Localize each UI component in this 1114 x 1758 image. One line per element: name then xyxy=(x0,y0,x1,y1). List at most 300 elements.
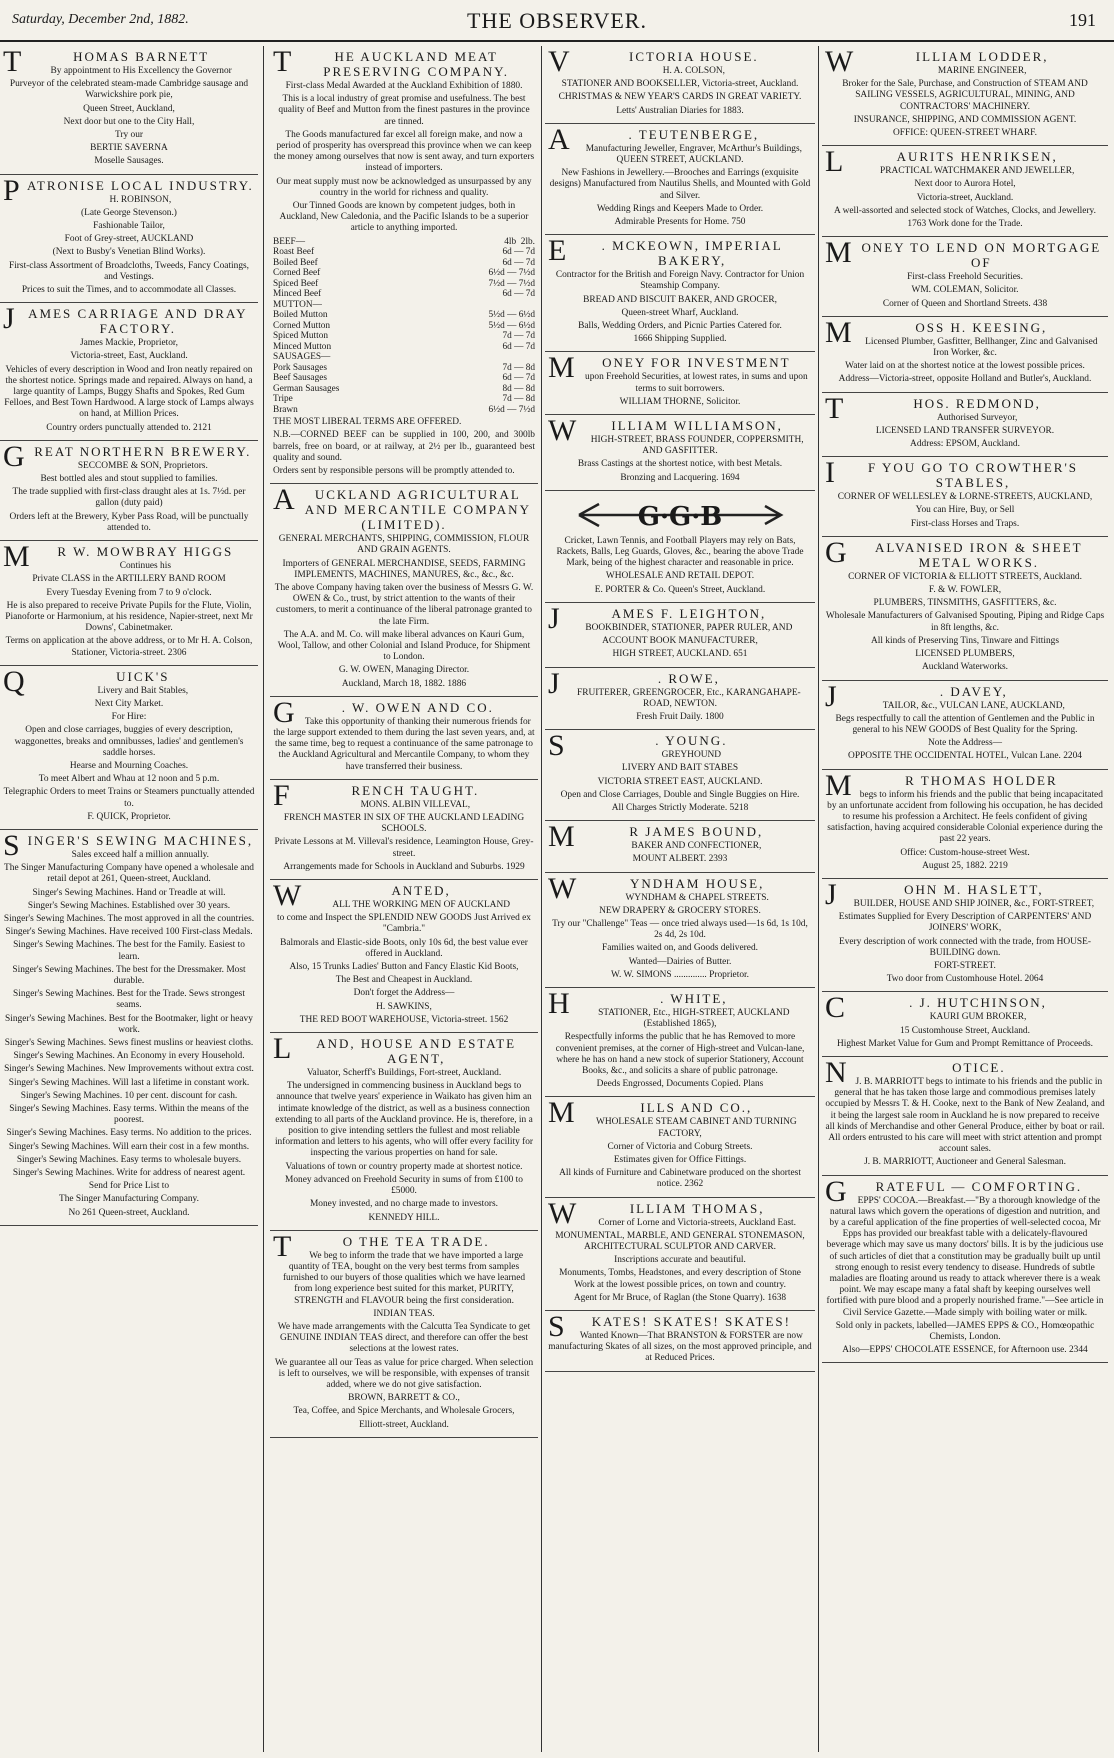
ad-headline: MONEY TO LEND ON MORTGAGE OF xyxy=(825,236,1102,271)
ad-line: ACCOUNT BOOK MANUFACTURER, xyxy=(602,636,758,647)
drop-capital: J xyxy=(825,877,839,911)
drop-capital: C xyxy=(825,991,848,1025)
price-value: 5½d — 6½d xyxy=(488,320,535,331)
ad-headline: Q UICK'S xyxy=(3,664,170,698)
price-value: 6d — 7d xyxy=(502,289,535,300)
ad-line: GREYHOUND xyxy=(661,750,722,761)
ad-line: Broker for the Sale, Purchase, and Construction of STEAM AND SAILING VESSELS, AGRICULTURAL, MINING, AND CONTRACTORS' MACHINERY. xyxy=(842,79,1088,112)
ad-headline: J OHN M. HASLETT, xyxy=(825,877,1044,911)
ad-line: Wanted Known—That BRANSTON & FORSTER are now manufacturing Skates of all sizes, on the most approved principle, and at Reduced Prices. xyxy=(548,1331,812,1364)
price-value: 6d — 7d xyxy=(502,341,535,352)
ad-line: G. W. OWEN, Managing Director. xyxy=(338,665,470,676)
ad-line: FRENCH MASTER IN SIX OF THE AUCKLAND LEADING SCHOOLS. xyxy=(283,813,525,835)
ad-line: We beg to inform the trade that we have imported a large quantity of TEA, bought on the very best terms from samples furnished to our buyers of those qualities which we have learned from long experience best suited for this market, PURITY, STRENGTH and FLAVOUR being the first consideration. xyxy=(282,1250,526,1306)
ad-line: Country orders punctually attended to. 2121 xyxy=(46,422,212,433)
column-3 xyxy=(545,46,815,1752)
ad-line: Letts' Australian Diaries for 1883. xyxy=(616,105,744,116)
ad-line: The Goods manufactured far excel all foreign make, and now a period of prosperity has overspread this province when we can keep the money among ourselves that now is sent away, and turn exporters instead of importers. xyxy=(273,129,535,174)
price-row xyxy=(273,279,535,290)
column-1 xyxy=(0,46,258,1752)
ad-body xyxy=(548,1117,812,1190)
ad-line: H. SAWKINS, xyxy=(376,1001,432,1012)
ad-body xyxy=(825,899,1105,985)
ad-line: Next door to Aurora Hotel, xyxy=(914,179,1016,190)
advertisement xyxy=(545,235,815,352)
ad-line: New Fashions in Jewellery.—Brooches and Earrings (exquisite designs) Manufactured from Nautilus Shells, and Mounted with Gold and Silver. xyxy=(549,168,811,201)
ad-line: First-class Freehold Securities. xyxy=(907,272,1023,283)
ad-line: F. QUICK, Proprietor. xyxy=(87,811,171,822)
ad-line: Foot of Grey-street, AUCKLAND xyxy=(64,234,194,245)
price-value: 6½d — 7½d xyxy=(488,404,535,415)
price-item: Boiled Beef xyxy=(273,257,318,268)
ad-line: Our meat supply must now be acknowledged as unsurpassed by any country in the world for richness and quality. xyxy=(276,176,532,198)
advertisement xyxy=(822,1057,1108,1176)
price-value: 4lb 2lb. xyxy=(504,236,535,247)
drop-capital: G xyxy=(825,1174,849,1208)
drop-capital: T xyxy=(273,46,294,78)
drop-capital: V xyxy=(548,46,572,78)
ad-line: WHOLESALE AND RETAIL DEPOT. xyxy=(605,571,755,582)
masthead xyxy=(0,0,1114,42)
ad-body xyxy=(548,623,812,661)
ad-line: WHOLESALE STEAM CABINET AND TURNING FACTORY, xyxy=(596,1117,797,1139)
ad-headline: A UCKLAND AGRICULTURAL AND MERCANTILE COMPANY (LIMITED). xyxy=(273,483,531,533)
advertisement xyxy=(545,988,815,1097)
issue-date: Saturday, December 2nd, 1882. xyxy=(12,12,189,27)
ad-line: LICENSED LAND TRANSFER SURVEYOR. xyxy=(875,425,1055,436)
ad-line: WILLIAM THORNE, Solicitor. xyxy=(619,396,741,407)
ad-headline: S . YOUNG. xyxy=(548,729,728,763)
ad-line: Singer's Sewing Machines. Have received 100 First-class Medals. xyxy=(5,927,253,938)
ad-line: Try our xyxy=(114,130,144,141)
ad-line: To meet Albert and Whau at 12 noon and 5 p.m. xyxy=(38,774,220,785)
ad-line: E. PORTER & Co. Queen's Street, Auckland. xyxy=(594,584,766,595)
ad-line: Singer's Sewing Machines. The best for the Family. Easiest to learn. xyxy=(13,940,245,962)
ad-line: Our Tinned Goods are known by competent judges, both in Auckland, New Caledonia, and the Pacific Islands to be a superior article to anything imported. xyxy=(279,201,529,234)
ad-line: Deeds Engrossed, Documents Copied. Plans xyxy=(596,1079,764,1090)
price-item: Boiled Mutton xyxy=(273,310,328,321)
ad-line: All kinds of Furniture and Cabinetware produced on the shortest notice. 2362 xyxy=(559,1168,801,1190)
ad-line: Singer's Sewing Machines. Best for the Bootmaker, light or heavy work. xyxy=(5,1013,253,1035)
ad-headline: M OSS H. KEESING, xyxy=(825,315,1048,349)
ad-headline: W ILLIAM THOMAS, xyxy=(548,1196,765,1230)
ad-line: Corner of Lorne and Victoria-streets, Auckland East. xyxy=(598,1217,796,1228)
ad-body xyxy=(273,1068,535,1224)
drop-capital: L xyxy=(825,145,846,179)
price-row xyxy=(273,405,535,416)
ad-line: Orders sent by responsible persons will be promptly attended to. xyxy=(273,465,515,476)
ad-line: Queen Street, Auckland, xyxy=(83,103,175,114)
ad-line: EPPS' COCOA.—Breakfast.—"By a thorough knowledge of the natural laws which govern the operations of digestion and nutrition, and by a careful application of the fine properties of well-selected cocoa, Mr Epps has provided our breakfast table with a delicately-flavoured beverage which may save us many doctors' bills. It is by the judicious use of such articles of diet that a constitution may be gradually built up until strong enough to resist every tendency to disease. Hundreds of subtle maladies are floating around us ready to attack wherever there is a weak point. We may escape many a fatal shaft by keeping ourselves well fortified with pure blood and a properly nourished frame."—See article in Civil Service Gazette.—Made simply with boiling water or milk. xyxy=(826,1195,1104,1318)
ad-line: Wedding Rings and Keepers Made to Order. xyxy=(596,203,764,214)
ad-headline: G ALVANISED IRON & SHEET METAL WORKS. xyxy=(825,535,1083,570)
ad-line: First-class Horses and Traps. xyxy=(910,518,1020,529)
ad-line: Try our "Challenge" Teas — once tried always used—1s 6d, 1s 10d, 2s 4d, 2s 10d. xyxy=(552,918,808,941)
price-row xyxy=(273,268,535,279)
price-item: Spiced Mutton xyxy=(273,331,329,342)
ad-line: Note the Address— xyxy=(928,738,1002,749)
ggb-trademark-logo xyxy=(548,498,812,532)
drop-capital: T xyxy=(273,1229,294,1263)
ad-line: GENERAL MERCHANTS, SHIPPING, COMMISSION, FLOUR AND GRAIN AGENTS. xyxy=(278,534,530,556)
price-item: SAUSAGES— xyxy=(273,352,331,363)
price-item: Beef Sausages xyxy=(273,373,327,384)
ad-line: Estimates given for Office Fittings. xyxy=(613,1154,747,1165)
ad-line: TAILOR, &c., VULCAN LANE, AUCKLAND, xyxy=(882,700,1065,711)
price-item: Minced Beef xyxy=(273,289,322,300)
drop-capital: M xyxy=(548,820,577,854)
ad-body xyxy=(548,841,812,865)
ad-line: THE RED BOOT WAREHOUSE, Victoria-street. 1562 xyxy=(299,1014,509,1025)
column-2 xyxy=(270,46,538,1752)
ad-line: ALL THE WORKING MEN OF AUCKLAND xyxy=(332,900,510,911)
drop-capital: T xyxy=(825,391,846,425)
drop-capital: J xyxy=(825,679,839,713)
ad-line: Valuator, Scherff's Buildings, Fort-street, Auckland. xyxy=(306,1068,502,1079)
ad-headline: G RATEFUL — COMFORTING. xyxy=(825,1174,1083,1208)
advertisement xyxy=(822,681,1108,770)
ad-headline: N OTICE. xyxy=(825,1055,1006,1089)
price-item: Corned Mutton xyxy=(273,320,331,331)
ad-line: The A.A. and M. Co. will make liberal advances on Kauri Gum, Wool, Tallow, and other Colonial and Island Produce, for Shipment to London. xyxy=(277,629,531,663)
ad-line: Wholesale Manufacturers of Galvanised Spouting, Piping and Ridge Caps in 8ft lengths, &c. xyxy=(825,611,1105,633)
ad-body xyxy=(3,66,255,168)
ad-line: WYNDHAM & CHAPEL STREETS. xyxy=(625,892,769,903)
ad-line: The trade supplied with first-class draught ales at 1s. 7½d. per gallon (duty paid) xyxy=(12,487,246,509)
ad-headline: W ILLIAM LODDER, xyxy=(825,46,1049,78)
price-value: 6½d — 7½d xyxy=(488,268,535,279)
advertisement xyxy=(0,175,258,304)
price-value: 7½d — 7½d xyxy=(488,278,535,289)
advertisement xyxy=(822,46,1108,146)
ad-line: BOOKBINDER, STATIONER, PAPER RULER, AND xyxy=(585,622,793,633)
ad-line: Vehicles of every description in Wood and Iron neatly repaired on the shortest notice. Springs made and repaired. Always on hand, a large quantity of Lamps, Buggy Shafts and Spokes, Red Gum Felloes, and Best Town Hardwood. A large stock of Lamps always on hand, at Million Prices. xyxy=(4,364,254,420)
ad-line: Water laid on at the shortest notice at the lowest possible prices. xyxy=(845,361,1085,372)
ad-line: FORT-STREET. xyxy=(934,960,996,971)
ad-line: Also—EPPS' CHOCOLATE ESSENCE, for Afternoon use. 2344 xyxy=(842,1345,1088,1356)
price-row xyxy=(273,363,535,374)
ad-line: PRACTICAL WATCHMAKER AND JEWELLER, xyxy=(880,166,1075,177)
drop-capital: W xyxy=(825,46,856,78)
advertisement xyxy=(0,830,258,1226)
price-item: Minced Mutton xyxy=(273,341,332,352)
drop-capital: W xyxy=(548,414,579,448)
ad-headline: W YNDHAM HOUSE, xyxy=(548,871,765,905)
ad-line: Address—Victoria-street, opposite Holland and Butler's, Auckland. xyxy=(838,374,1092,385)
ad-line: Singer's Sewing Machines. An Economy in every Household. xyxy=(13,1051,245,1062)
ad-line: Moselle Sausages. xyxy=(94,156,164,167)
price-item: Brawn xyxy=(273,404,298,415)
ad-line: CORNER OF WELLESLEY & LORNE-STREETS, AUCKLAND, xyxy=(837,492,1093,503)
ad-line: Balls, Wedding Orders, and Picnic Parties Catered for. xyxy=(578,321,782,332)
ad-headline: JAMES CARRIAGE AND DRAY FACTORY. xyxy=(3,302,248,337)
price-item: Corned Beef xyxy=(273,268,321,279)
ad-line: Money invested, and no charge made to investors. xyxy=(309,1199,499,1210)
ad-line: MONUMENTAL, MARBLE, AND GENERAL STONEMASON, ARCHITECTURAL SCULPTOR AND CARVER. xyxy=(555,1230,805,1252)
ad-headline: J AMES F. LEIGHTON, xyxy=(548,601,767,635)
column-rule xyxy=(818,46,819,1752)
drop-capital: G xyxy=(825,535,849,569)
ad-headline: A . TEUTENBERGE, xyxy=(548,122,760,156)
ad-line: Terms on application at the above address, or to Mr H. A. Colson, Stationer, Victoria-street. 2306 xyxy=(5,636,253,658)
ad-line: upon Freehold Securities, at lowest rates, in sums and upon terms to suit borrowers. xyxy=(585,372,808,394)
price-value: 7d — 8d xyxy=(502,362,535,373)
ad-line: Office: Custom-house-street West. xyxy=(900,847,1030,858)
ad-body xyxy=(825,1077,1105,1169)
ad-line: Prices to suit the Times, and to accommodate all Classes. xyxy=(21,285,237,296)
ad-headline: M R JAMES BOUND, xyxy=(548,820,764,854)
ad-line: Don't forget the Address— xyxy=(353,988,455,999)
ad-line: Corner of Queen and Shortland Streets. 438 xyxy=(882,298,1048,309)
ad-line: James Mackie, Proprietor, xyxy=(79,338,179,349)
drop-capital: H xyxy=(548,986,572,1020)
ad-line: MONS. ALBIN VILLEVAL, xyxy=(360,799,471,810)
ad-line: INSURANCE, SHIPPING, AND COMMISSION AGENT. xyxy=(853,114,1077,125)
ad-line: begs to inform his friends and the public that being incapacitated by an unfortunate accident from following his occupation, he has decided to resume his profession a Architect. He feels confident of giving satisfaction, having acquired considerable Colonial experience during the past 22 years. xyxy=(827,789,1103,845)
ad-body xyxy=(825,790,1105,872)
advertisement xyxy=(545,1311,815,1372)
advertisement xyxy=(822,317,1108,393)
ad-line: CHRISTMAS & NEW YEAR'S CARDS IN GREAT VARIETY. xyxy=(558,92,802,103)
column-rule xyxy=(263,46,264,1752)
drop-capital: J xyxy=(548,601,562,635)
drop-capital: W xyxy=(548,1196,579,1230)
drop-capital: G xyxy=(273,695,297,729)
ad-line: Next door but one to the City Hall, xyxy=(63,116,195,127)
ad-line: By appointment to His Excellency the Governor xyxy=(50,66,232,76)
ad-line: Singer's Sewing Machines. Will earn their cost in a few months. xyxy=(8,1141,250,1152)
ad-line: Singer's Sewing Machines. Established over 30 years. xyxy=(27,900,231,911)
advertisement xyxy=(545,124,815,235)
advertisement xyxy=(822,237,1108,317)
ad-line: LIVERY AND BAIT STABES xyxy=(621,763,739,774)
ad-headline: T HE AUCKLAND MEAT PRESERVING COMPANY. xyxy=(273,46,510,79)
ad-body xyxy=(548,1331,812,1365)
ad-line: Open and Close Carriages, Double and Single Buggies on Hire. xyxy=(560,789,800,800)
advertisement xyxy=(545,46,815,124)
advertisement xyxy=(270,46,538,484)
price-row xyxy=(273,331,535,342)
ad-line: Next City Market. xyxy=(94,698,164,709)
ad-body xyxy=(548,66,812,117)
price-value: 6d — 7d xyxy=(502,257,535,268)
ad-body xyxy=(3,338,255,434)
ad-line: All Charges Strictly Moderate. 5218 xyxy=(611,802,749,813)
advertisement xyxy=(822,393,1108,458)
ad-line: Singer's Sewing Machines. Easy terms. Within the means of the poorest. xyxy=(9,1104,249,1126)
ad-body xyxy=(548,270,812,345)
ad-line: We guarantee all our Teas as value for price charged. When selection is left to ourselves, we will be responsible, with expenses of transit added, where we do not give satisfaction. xyxy=(274,1357,534,1390)
ad-line: Singer's Sewing Machines. 10 per cent. discount for cash. xyxy=(20,1090,238,1101)
advertisement xyxy=(545,1097,815,1197)
advertisement xyxy=(270,1033,538,1231)
drop-capital: M xyxy=(3,540,32,574)
drop-capital: J xyxy=(548,666,562,700)
drop-capital: I xyxy=(825,456,837,490)
ad-line: Monuments, Tombs, Headstones, and every description of Stone Work at the lowest possible prices, on town and country. xyxy=(559,1268,801,1290)
ad-line: For Hire: xyxy=(111,712,147,723)
ad-line: BROWN, BARRETT & CO., xyxy=(348,1393,460,1404)
ad-line: MOUNT ALBERT. 2393 xyxy=(632,854,728,865)
ad-line: Corner of Victoria and Coburg Streets. xyxy=(607,1141,753,1152)
price-item: German Sausages xyxy=(273,383,340,394)
ad-line: Fashionable Tailor, xyxy=(93,221,165,232)
ad-line: J. B. MARRIOTT, Auctioneer and General Salesman. xyxy=(864,1157,1066,1168)
advertisement xyxy=(545,668,815,731)
drop-capital: L xyxy=(273,1032,294,1066)
ad-line: Singer's Sewing Machines. Will last a lifetime in constant work. xyxy=(8,1077,250,1088)
advertisement xyxy=(822,879,1108,992)
ad-line: The Singer Manufacturing Company have opened a wholesale and retail depot at 261, Queen-street, Auckland. xyxy=(4,863,254,885)
price-row xyxy=(273,237,535,248)
drop-capital: M xyxy=(548,351,577,385)
ad-line: Auckland, March 18, 1882. 1886 xyxy=(341,678,467,689)
ad-line: Private CLASS in the ARTILLERY BAND ROOM xyxy=(32,574,226,585)
ad-line: FRUITERER, GREENGROCER, Etc., KARANGAHAPE-ROAD, NEWTON. xyxy=(576,687,801,709)
drop-capital: W xyxy=(548,871,579,905)
ad-line: BUILDER, HOUSE AND SHIP JOINER, &c., FORT-STREET, xyxy=(853,898,1095,909)
ad-body xyxy=(548,688,812,724)
ad-line: We have made arrangements with the Calcutta Tea Syndicate to get GENUINE INDIAN TEAS direct, and therefore can offer the best selections at the lowest rates. xyxy=(277,1321,531,1355)
page-number: 191 xyxy=(1069,10,1096,30)
ad-body xyxy=(273,1251,535,1431)
ad-line: Admirable Presents for Home. 750 xyxy=(614,217,746,228)
ad-line: Two door from Customhouse Hotel. 2064 xyxy=(886,974,1044,985)
advertisement xyxy=(270,1231,538,1438)
drop-capital: Q xyxy=(3,664,27,698)
ad-line: 1666 Shipping Supplied. xyxy=(633,334,727,345)
advertisement xyxy=(822,146,1108,237)
advertisement xyxy=(545,873,815,988)
price-row xyxy=(273,310,535,321)
ad-headline: H . WHITE, xyxy=(548,986,728,1020)
ad-body xyxy=(825,1196,1105,1357)
ad-line: NEW DRAPERY & GROCERY STORES. xyxy=(599,905,761,916)
ad-line: Every Tuesday Evening from 7 to 9 o'clock. xyxy=(46,587,212,598)
ad-line: Send for Price List to xyxy=(88,1181,170,1192)
ad-line: Victoria-street, Auckland. xyxy=(916,192,1014,203)
ad-body xyxy=(3,561,255,659)
ad-line: Livery and Bait Stables, xyxy=(97,685,189,696)
ad-line: He is also prepared to receive Private Pupils for the Flute, Violin, Pianoforte or Harmonium, at his residence, Napier-street, next Mr Downs', Cabinetmaker. xyxy=(5,600,253,634)
ad-body xyxy=(825,337,1105,386)
ad-body xyxy=(825,492,1105,530)
ad-line: Brass Castings at the shortest notice, with best Metals. xyxy=(577,459,783,470)
ad-line: 15 Customhouse Street, Auckland. xyxy=(900,1025,1030,1036)
ad-line: Private Lessons at M. Villeval's residence, Leamington House, Grey-street. xyxy=(274,837,534,859)
advertisement xyxy=(0,666,258,830)
ad-line: Importers of GENERAL MERCHANDISE, SEEDS, FARMING IMPLEMENTS, MACHINES, MANURES, &c., &c., &c. xyxy=(282,558,526,580)
ad-body xyxy=(3,195,255,297)
ad-line: You can Hire, Buy, or Sell xyxy=(915,505,1015,516)
ad-line: First-class Assortment of Broadcloths, Tweeds, Fancy Coatings, and Vestings. xyxy=(8,260,250,282)
ad-headline: G . W. OWEN AND CO. xyxy=(273,695,494,729)
price-row xyxy=(273,321,535,332)
ad-line: A well-assorted and selected stock of Watches, Clocks, and Jewellery. xyxy=(834,205,1096,216)
advertisement xyxy=(545,415,815,491)
newspaper-title: THE OBSERVER. xyxy=(467,8,647,33)
price-row xyxy=(273,352,535,363)
advertisement xyxy=(822,992,1108,1057)
column-rule xyxy=(541,46,542,1752)
ad-body xyxy=(273,800,535,873)
advertisement xyxy=(545,1198,815,1311)
ad-line: Also, 15 Trunks Ladies' Button and Fancy Elastic Kid Boots, xyxy=(289,962,519,973)
ad-headline: GREAT NORTHERN BREWERY. xyxy=(3,439,252,473)
ad-line: Singer's Sewing Machines. New Improvements without extra cost. xyxy=(4,1064,254,1075)
drop-capital: A xyxy=(548,122,572,156)
price-value: 7d — 8d xyxy=(502,394,535,405)
ad-line: Begs respectfully to call the attention of Gentlemen and the Public in general to his NEW GOODS of Best Quality for the Spring. xyxy=(835,713,1095,735)
price-value: 8d — 8d xyxy=(502,383,535,394)
ad-headline: I F YOU GO TO CROWTHER'S STABLES, xyxy=(825,456,1079,491)
ad-headline: M R W. MOWBRAY HIGGS xyxy=(3,540,234,574)
ad-line: The undersigned in commencing business in Auckland begs to announce that twelve years' experience in Waikato has given him an intimate knowledge of the district, as well as a business connection extending to all parts of the Auckland province. He is, therefore, in a position to give intending settlers the fullest and most reliable information and letters to his agents, who will offer every facility for inspecting the various properties on hand for sale. xyxy=(274,1081,534,1159)
ad-body xyxy=(548,750,812,814)
ad-line: Families waited on, and Goods delivered. xyxy=(602,943,758,954)
ad-line: Singer's Sewing Machines. Best for the Trade. Sews strongest seams. xyxy=(13,989,245,1011)
ad-body xyxy=(273,534,535,690)
drop-capital: F xyxy=(273,778,292,812)
ad-body xyxy=(825,66,1105,139)
drop-capital: M xyxy=(825,768,854,802)
price-row xyxy=(273,394,535,405)
ad-headline: M R THOMAS HOLDER xyxy=(825,768,1058,802)
ad-body xyxy=(825,1012,1105,1050)
ad-line: This is a local industry of great promise and usefulness. The best quality of Beef and Mutton from the finest pastures in the province are tinned. xyxy=(278,94,530,127)
ad-line: HIGH-STREET, BRASS FOUNDER, COPPERSMITH, AND GASFITTER. xyxy=(590,435,804,457)
ad-line: SECCOMBE & SON, Proprietors. xyxy=(77,460,208,471)
drop-capital: P xyxy=(3,173,22,207)
ad-line: Victoria-street, East, Auckland. xyxy=(70,351,188,362)
ad-line: Singer's Sewing Machines. Easy terms. No addition to the prices. xyxy=(6,1128,252,1139)
ad-headline: T HOMAS BARNETT xyxy=(3,46,210,78)
price-row xyxy=(273,258,535,269)
price-item: MUTTON— xyxy=(273,299,322,310)
advertisement xyxy=(822,457,1108,537)
drop-capital: S xyxy=(548,729,567,763)
ad-headline: J . DAVEY, xyxy=(825,679,1008,713)
ad-headline: E . MCKEOWN, IMPERIAL BAKERY, xyxy=(548,234,783,269)
advertisement xyxy=(545,603,815,668)
ad-line: Tea, Coffee, and Spice Merchants, and Wholesale Grocers, xyxy=(293,1406,515,1417)
ad-line: Highest Market Value for Gum and Prompt Remittance of Proceeds. xyxy=(836,1038,1094,1049)
ad-line: Singer's Sewing Machines. Easy terms to wholesale buyers. xyxy=(16,1154,242,1165)
ad-body xyxy=(3,461,255,534)
drop-capital: W xyxy=(273,879,304,913)
ad-body xyxy=(548,435,812,484)
ad-line: (Next to Busby's Venetian Blind Works). xyxy=(52,247,206,258)
advertisement xyxy=(822,537,1108,681)
ad-line: STATIONER, Etc., HIGH-STREET, AUCKLAND (Established 1865), xyxy=(598,1007,790,1030)
ad-line: Manufacturing Jeweller, Engraver, McArthur's Buildings, QUEEN STREET, AUCKLAND. xyxy=(585,143,802,166)
ad-body xyxy=(548,372,812,408)
price-item: BEEF— xyxy=(273,236,306,247)
ad-headline: S KATES! SKATES! SKATES! xyxy=(548,1310,791,1344)
ad-line: KENNEDY HILL. xyxy=(368,1212,440,1223)
ad-line: J. B. MARRIOTT begs to intimate to his friends and the public in general that he has taken those large and commodious premises lately occupied by Messrs T. & H. Cooke, next to the Bank of New Zealand, and it being the largest sale room in Auckland he is now prepared to receive all kinds of Merchandise and other General Produce, either by boat or rail. All orders entrusted to his care will meet with strict attention and prompt account sales. xyxy=(825,1076,1105,1155)
ad-line: (Late George Stevenson.) xyxy=(81,207,177,218)
ad-line: WM. COLEMAN, Solicitor. xyxy=(911,285,1019,296)
drop-capital: M xyxy=(825,315,854,349)
ad-line: BAKER AND CONFECTIONER, xyxy=(631,841,762,852)
drop-capital: M xyxy=(825,236,854,270)
ad-line: OPPOSITE THE OCCIDENTAL HOTEL, Vulcan Lane. 2204 xyxy=(848,751,1082,762)
drop-capital: T xyxy=(3,46,24,78)
advertisement xyxy=(822,1176,1108,1364)
ad-line: BREAD AND BISCUIT BAKER, AND GROCER, xyxy=(583,294,777,305)
ad-body xyxy=(273,900,535,1026)
